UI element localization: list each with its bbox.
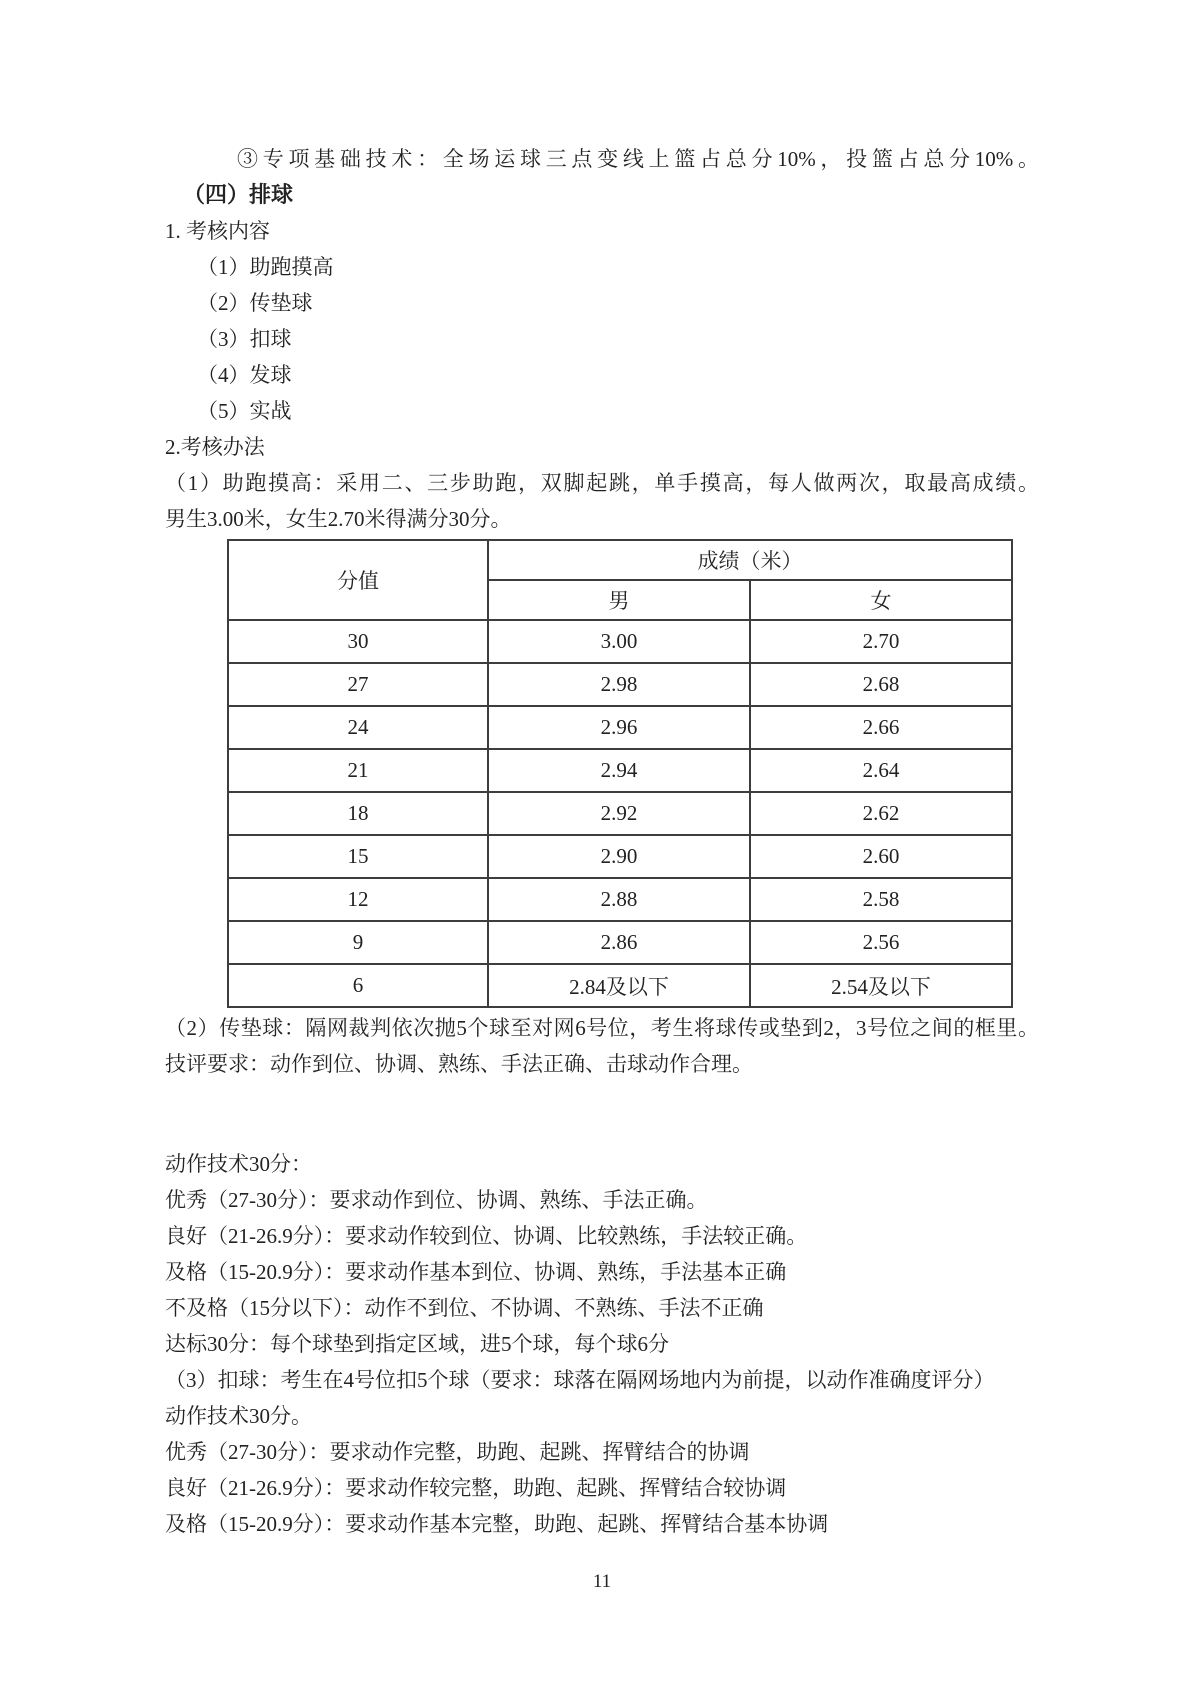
female-result-cell: 2.62 (750, 792, 1012, 835)
table-header-row (228, 540, 1012, 580)
score-cell: 6 (228, 964, 488, 1007)
table-header-male: 男 (488, 580, 750, 620)
content-list-item: （5）实战 (197, 399, 292, 423)
male-result-cell: 2.98 (488, 663, 750, 706)
score-cell: 9 (228, 921, 488, 964)
content-list-item: （2）传垫球 (197, 291, 313, 315)
tech1-heading: 动作技术30分： (165, 1152, 312, 1176)
male-result-cell: 2.88 (488, 878, 750, 921)
table-row (228, 964, 1012, 1007)
table-row (228, 620, 1012, 663)
female-result-cell: 2.70 (750, 620, 1012, 663)
female-result-cell: 2.64 (750, 749, 1012, 792)
table-header-result-group: 成绩（米） (488, 540, 1012, 580)
content-list-item: （3）扣球 (197, 327, 292, 351)
tech2-heading: 动作技术30分。 (165, 1404, 312, 1428)
tech2-grade-line: 优秀（27-30分）：要求动作完整，助跑、起跳、挥臂结合的协调 (165, 1440, 750, 1464)
score-table (227, 539, 1013, 1008)
table-row (228, 835, 1012, 878)
method-para2-line2: 技评要求：动作到位、协调、熟练、手法正确、击球动作合理。 (165, 1052, 753, 1076)
tech1-grade-line: 及格（15-20.9分）：要求动作基本到位、协调、熟练，手法基本正确 (165, 1260, 787, 1284)
female-result-cell: 2.66 (750, 706, 1012, 749)
method-para2-line1: （2）传垫球：隔网裁判依次抛5个球至对网6号位，考生将球传或垫到2，3号位之间的框里。 (165, 1016, 1039, 1040)
table-header-score: 分值 (228, 540, 488, 620)
table-row (228, 749, 1012, 792)
table-row (228, 663, 1012, 706)
table-row (228, 792, 1012, 835)
tech1-grade-line: 良好（21-26.9分）：要求动作较到位、协调、比较熟练，手法较正确。 (165, 1224, 808, 1248)
score-cell: 21 (228, 749, 488, 792)
content-list-item: （1）助跑摸高 (197, 255, 334, 279)
male-result-cell: 2.96 (488, 706, 750, 749)
score-cell: 18 (228, 792, 488, 835)
method-para1-line1: （1）助跑摸高：采用二、三步助跑，双脚起跳，单手摸高，每人做两次，取最高成绩。 (165, 471, 1039, 495)
score-cell: 15 (228, 835, 488, 878)
male-result-cell: 2.86 (488, 921, 750, 964)
male-result-cell: 3.00 (488, 620, 750, 663)
table-row (228, 921, 1012, 964)
paragraph-gap (165, 1082, 1039, 1146)
method-para1-line2: 男生3.00米，女生2.70米得满分30分。 (165, 507, 512, 531)
intro-paragraph: ③专项基础技术：全场运球三点变线上篮占总分10%，投篮占总分10%。 (237, 147, 1039, 171)
male-result-cell: 2.92 (488, 792, 750, 835)
tech2-grade-line: 及格（15-20.9分）：要求动作基本完整，助跑、起跳、挥臂结合基本协调 (165, 1512, 829, 1536)
content-list-item: （4）发球 (197, 363, 292, 387)
female-result-cell: 2.58 (750, 878, 1012, 921)
female-result-cell: 2.56 (750, 921, 1012, 964)
male-result-cell: 2.90 (488, 835, 750, 878)
male-result-cell: 2.94 (488, 749, 750, 792)
tech1-grade-line: 达标30分：每个球垫到指定区域，进5个球，每个球6分 (165, 1332, 669, 1356)
female-result-cell: 2.54及以下 (750, 964, 1012, 1007)
table-row (228, 706, 1012, 749)
content-list-heading: 1. 考核内容 (165, 219, 270, 243)
page-number: 11 (592, 1571, 612, 1592)
score-cell: 12 (228, 878, 488, 921)
tech1-grade-line: 优秀（27-30分）：要求动作到位、协调、熟练、手法正确。 (165, 1188, 708, 1212)
score-cell: 30 (228, 620, 488, 663)
method-para3: （3）扣球：考生在4号位扣5个球（要求：球落在隔网场地内为前提，以动作准确度评分） (165, 1368, 995, 1392)
document-content (165, 141, 1039, 1600)
table-header-female: 女 (750, 580, 1012, 620)
female-result-cell: 2.68 (750, 663, 1012, 706)
method-heading: 2.考核办法 (165, 435, 265, 459)
male-result-cell: 2.84及以下 (488, 964, 750, 1007)
score-cell: 24 (228, 706, 488, 749)
table-row (228, 878, 1012, 921)
female-result-cell: 2.60 (750, 835, 1012, 878)
tech2-grade-line: 良好（21-26.9分）：要求动作较完整，助跑、起跳、挥臂结合较协调 (165, 1476, 787, 1500)
tech1-grade-line: 不及格（15分以下）：动作不到位、不协调、不熟练、手法不正确 (165, 1296, 764, 1320)
score-cell: 27 (228, 663, 488, 706)
section-heading-volleyball: （四）排球 (183, 182, 294, 207)
